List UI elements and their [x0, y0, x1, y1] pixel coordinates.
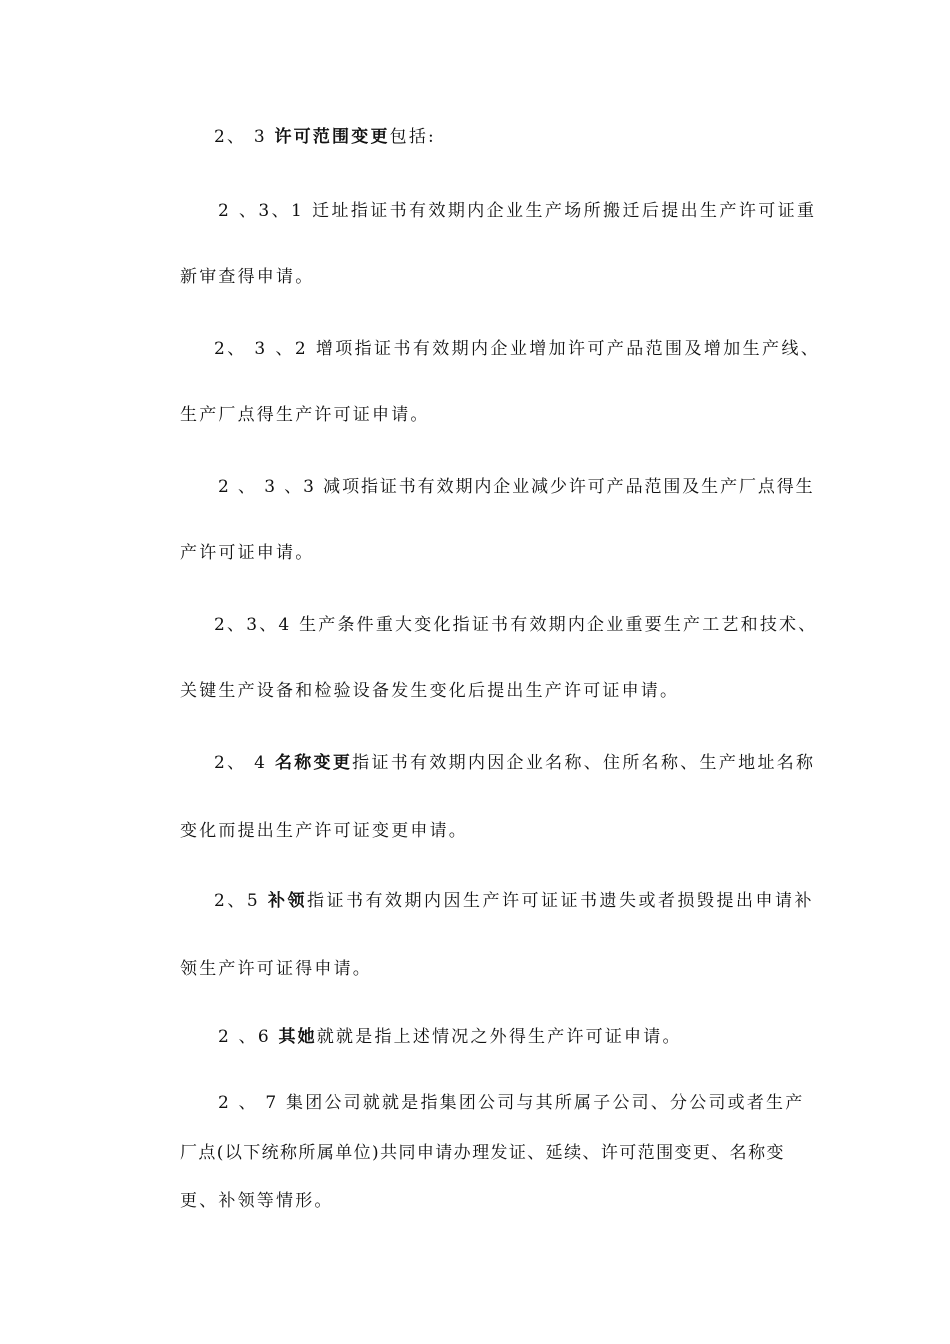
line-text: 增项指证书有效期内企业增加许可产品范围及增加生产线、: [315, 339, 821, 359]
line-text: 包括:: [389, 127, 436, 147]
text-line: [214, 126, 436, 148]
section-number: 2、 4: [214, 753, 275, 773]
line-text: 厂点(以下统称所属单位)共同申请办理发证、延续、许可范围变更、名称变: [180, 1143, 785, 1163]
text-line: [218, 476, 815, 498]
line-text: 集团公司就就是指集团公司与其所属子公司、分公司或者生产: [286, 1093, 805, 1113]
section-number: 2、 3 、2: [214, 339, 316, 359]
line-text: 变化而提出生产许可证变更申请。: [180, 821, 468, 841]
section-number: 2、5: [214, 891, 269, 911]
text-line: [180, 1190, 334, 1212]
section-number: 2、3、4: [214, 615, 300, 635]
text-line: [180, 266, 314, 288]
line-text: 关键生产设备和检验设备发生变化后提出生产许可证申请。: [180, 681, 680, 701]
bold-term: 补领: [268, 891, 308, 911]
text-line: [218, 1026, 682, 1048]
text-line: [180, 958, 372, 980]
text-line: [218, 200, 816, 222]
line-text: 更、补领等情形。: [180, 1191, 334, 1211]
text-line: [180, 1142, 785, 1164]
text-line: [180, 542, 314, 564]
text-line: [180, 404, 430, 426]
line-text: 产许可证申请。: [180, 543, 315, 563]
bold-term: 其她: [278, 1027, 317, 1047]
line-text: 指证书有效期内因生产许可证证书遗失或者损毁提出申请补: [307, 891, 815, 911]
line-text: 就就是指上述情况之外得生产许可证申请。: [316, 1027, 682, 1047]
section-number: 2 、 7: [218, 1093, 287, 1113]
bold-term: 许可范围变更: [274, 127, 390, 147]
line-text: 指证书有效期内因企业名称、住所名称、生产地址名称: [352, 753, 816, 773]
text-line: [180, 680, 679, 702]
line-text: 生产厂点得生产许可证申请。: [180, 405, 430, 425]
line-text: 生产条件重大变化指证书有效期内企业重要生产工艺和技术、: [299, 615, 818, 635]
section-number: 2 、 3 、3: [218, 477, 324, 497]
text-line: [180, 820, 468, 842]
text-line: [214, 338, 820, 360]
section-number: 2、 3: [214, 127, 275, 147]
line-text: 减项指证书有效期内企业减少许可产品范围及生产厂点得生: [323, 477, 815, 497]
line-text: 领生产许可证得申请。: [180, 959, 372, 979]
section-number: 2 、3、1: [218, 201, 313, 221]
line-text: 迁址指证书有效期内企业生产场所搬迁后提出生产许可证重: [312, 201, 817, 221]
section-number: 2 、6: [218, 1027, 279, 1047]
text-line: [214, 890, 814, 912]
text-line: [214, 752, 815, 774]
text-line: [214, 614, 817, 636]
text-line: [218, 1092, 804, 1114]
bold-term: 名称变更: [274, 753, 353, 773]
line-text: 新审查得申请。: [180, 267, 315, 287]
